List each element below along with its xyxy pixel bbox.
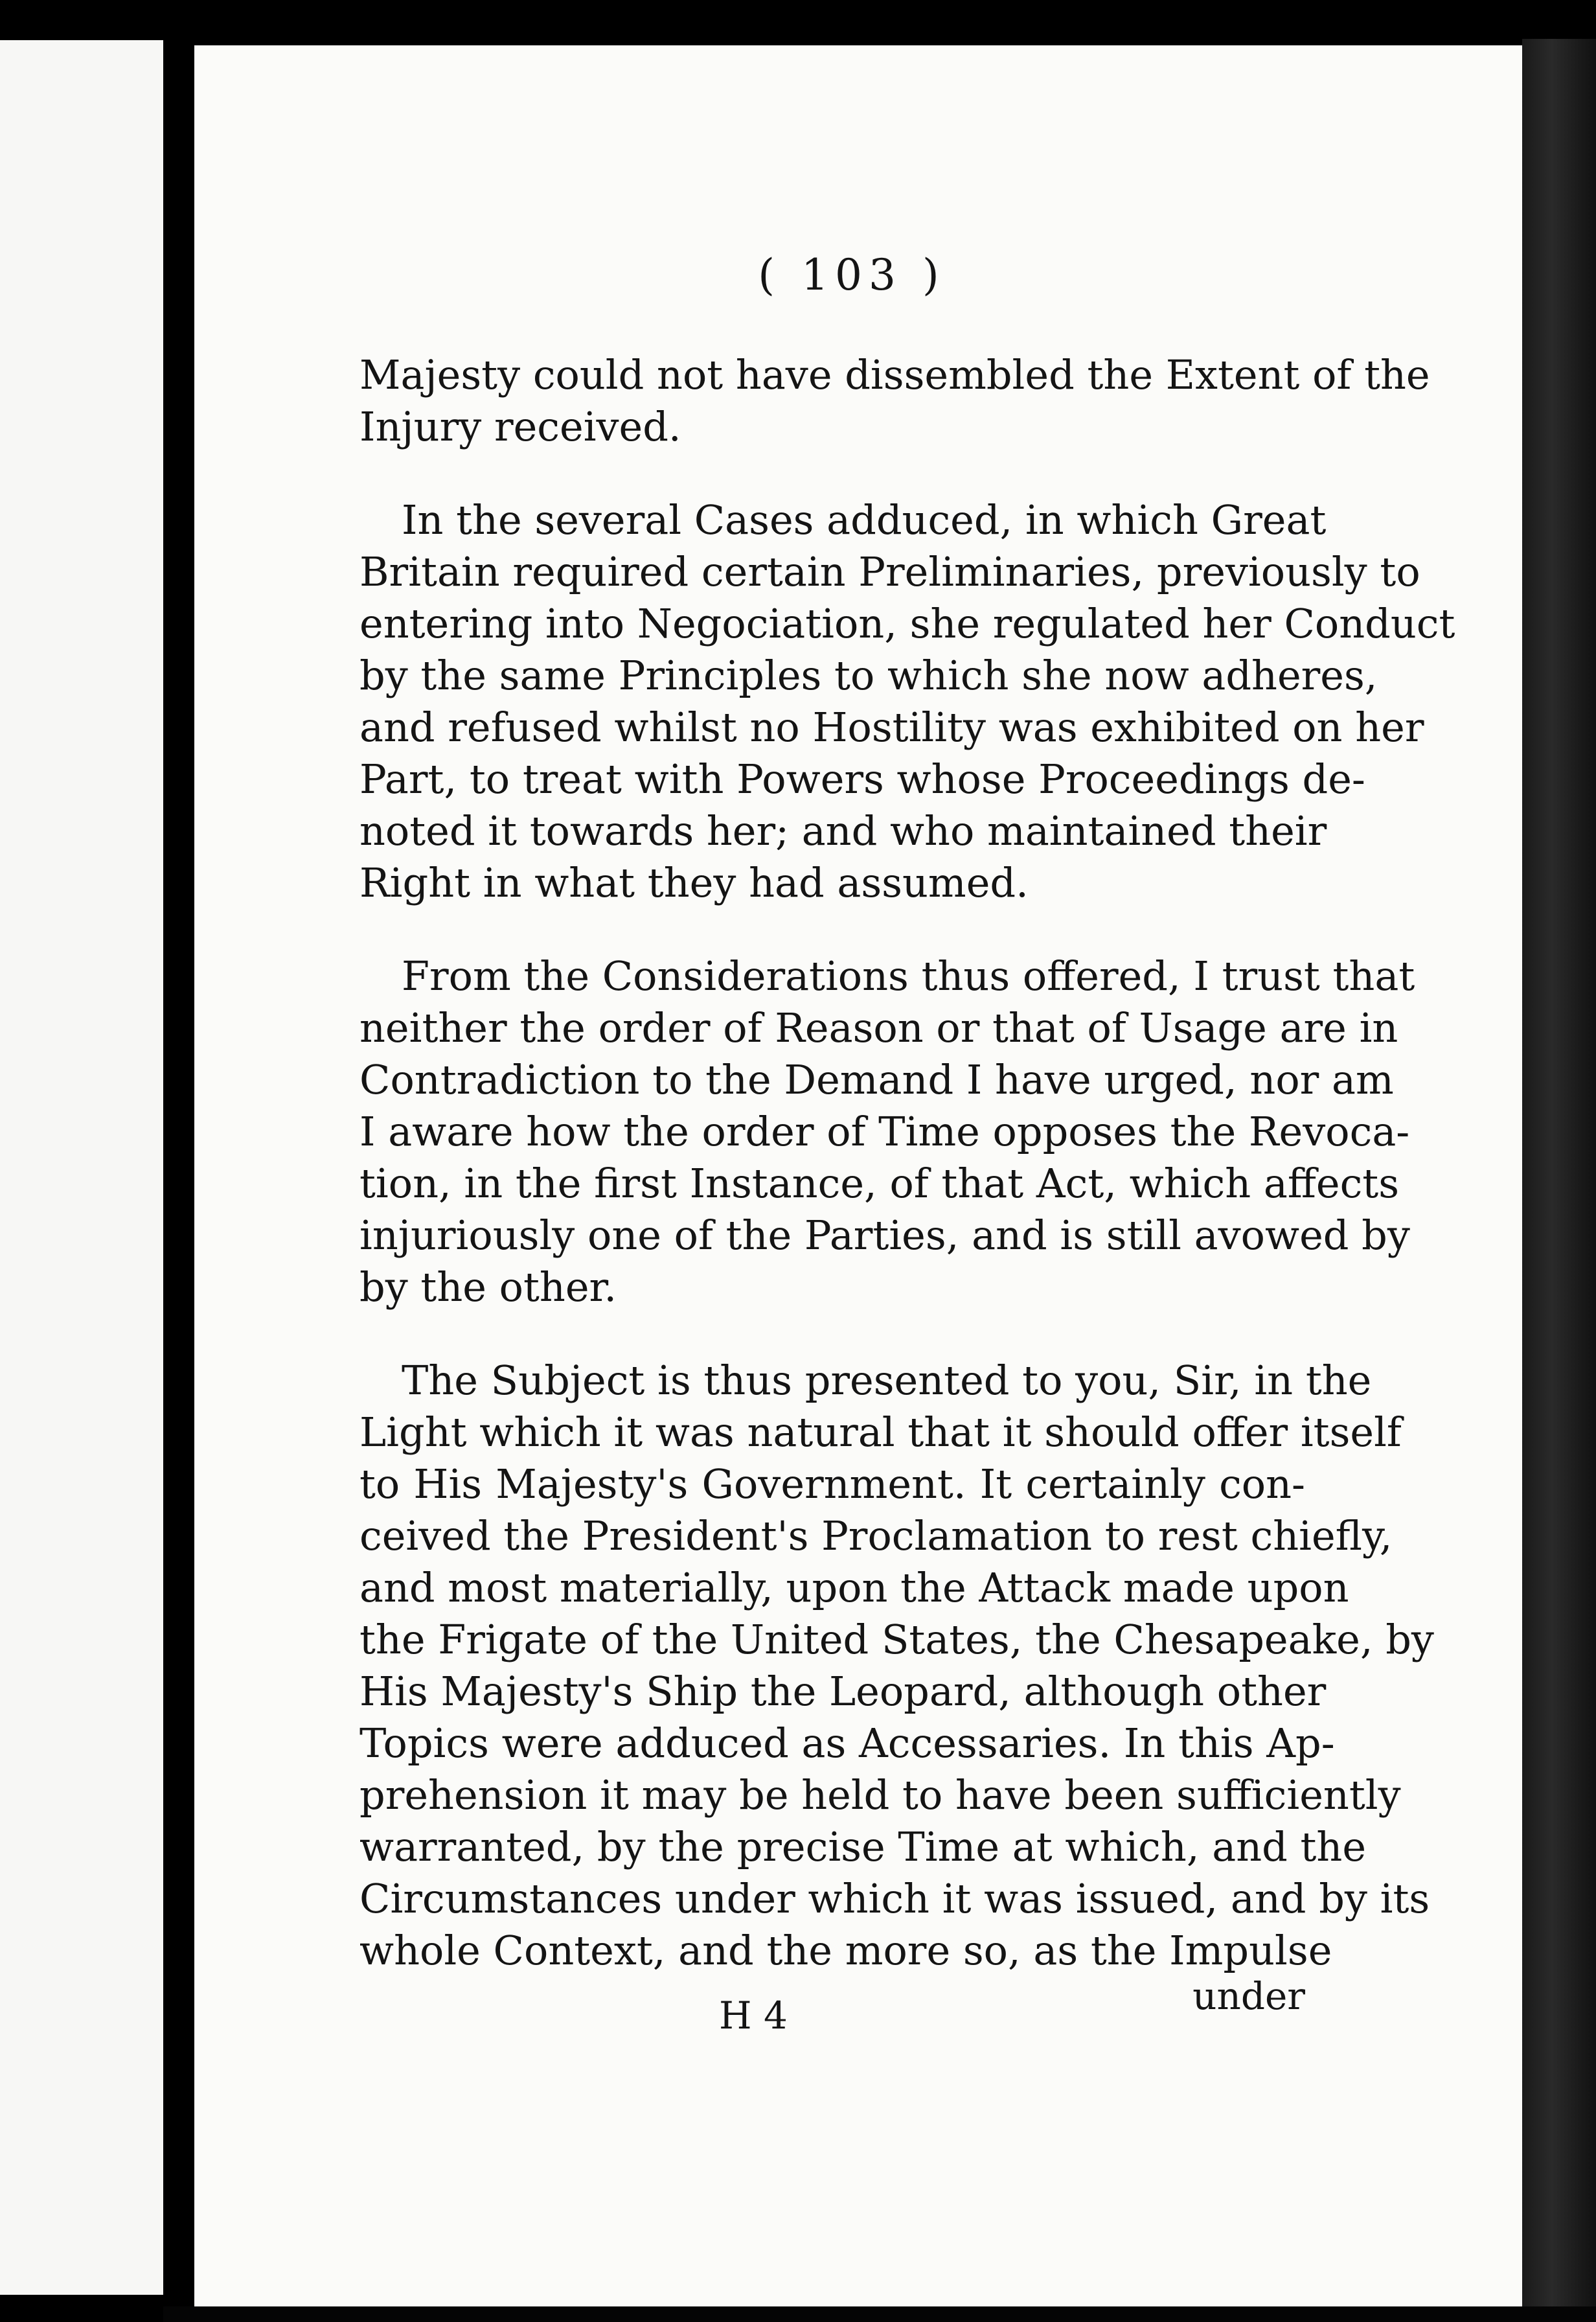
text-line: Majesty could not have dissembled the Extent of the xyxy=(359,351,1430,398)
text-line: whole Context, and the more so, as the Impulse xyxy=(359,1927,1332,1974)
text-line: entering into Negociation, she regulated her Conduct xyxy=(359,600,1455,647)
page-text xyxy=(359,249,1455,2045)
text-line: and refused whilst no Hostility was exhibited on her xyxy=(359,704,1424,751)
scan-bottom-border xyxy=(163,2306,1596,2322)
text-line: The Subject is thus presented to you, Sir, in the xyxy=(402,1357,1372,1404)
text-line: neither the order of Reason or that of Usage are in xyxy=(359,1004,1398,1052)
text-line: to His Majesty's Government. It certainly con- xyxy=(359,1460,1305,1508)
text-line: by the same Principles to which she now adheres, xyxy=(359,652,1378,699)
text-line: injuriously one of the Parties, and is still avowed by xyxy=(359,1212,1410,1259)
text-line: Part, to treat with Powers whose Proceedings de- xyxy=(359,755,1365,803)
text-line: noted it towards her; and who maintained their xyxy=(359,807,1327,855)
signature-mark: H 4 xyxy=(719,1994,788,2038)
paragraph-4 xyxy=(359,1355,1434,1977)
catchword: under xyxy=(1192,1974,1305,2018)
facing-page-edge xyxy=(0,40,163,2295)
text-line: the Frigate of the United States, the Chesapeake, by xyxy=(359,1616,1434,1663)
text-line: Britain required certain Preliminaries, previously to xyxy=(359,548,1420,595)
text-line: Right in what they had assumed. xyxy=(359,859,1029,906)
text-line: by the other. xyxy=(359,1263,617,1311)
text-line: warranted, by the precise Time at which, and the xyxy=(359,1823,1367,1870)
text-line: Topics were adduced as Accessaries. In this Ap- xyxy=(359,1719,1335,1767)
paragraph-2 xyxy=(359,494,1455,909)
text-line: and most materially, upon the Attack made upon xyxy=(359,1564,1349,1611)
page-number: ( 103 ) xyxy=(758,250,946,300)
text-line: His Majesty's Ship the Leopard, although other xyxy=(359,1668,1327,1715)
text-line: Contradiction to the Demand I have urged, nor am xyxy=(359,1056,1394,1103)
text-line: From the Considerations thus offered, I trust that xyxy=(402,952,1415,1000)
text-line: In the several Cases adduced, in which Great xyxy=(402,496,1327,544)
paragraph-3 xyxy=(359,950,1415,1313)
text-line: Light which it was natural that it should offer itself xyxy=(359,1408,1402,1456)
text-line: I aware how the order of Time opposes the Revoca- xyxy=(359,1108,1410,1155)
text-line: Injury received. xyxy=(359,403,681,450)
text-line: prehension it may be held to have been sufficiently xyxy=(359,1771,1401,1819)
text-line: Circumstances under which it was issued, and by its xyxy=(359,1875,1430,1922)
text-line: tion, in the first Instance, of that Act, which affects xyxy=(359,1160,1400,1207)
paragraph-1 xyxy=(359,349,1430,453)
text-line: ceived the President's Proclamation to rest chiefly, xyxy=(359,1512,1393,1559)
book-spine-edge xyxy=(1522,39,1596,2322)
page-footer xyxy=(359,1974,1305,2045)
